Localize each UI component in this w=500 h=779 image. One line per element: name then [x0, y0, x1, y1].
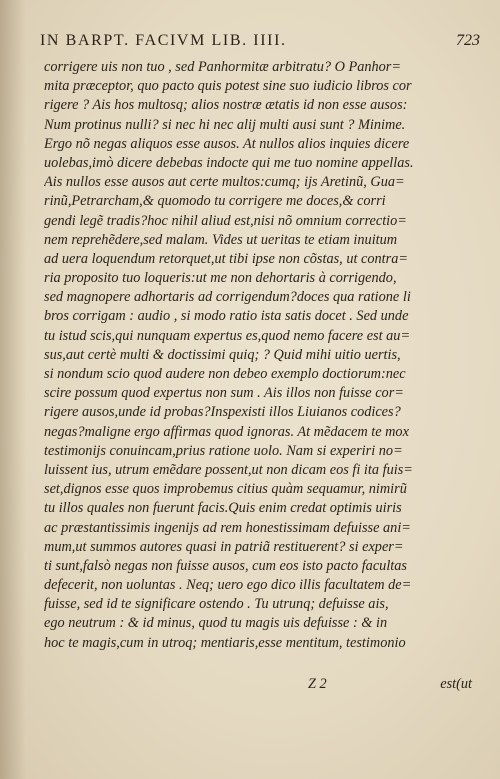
body-text [44, 58, 480, 653]
text-line: luissent ius, utrum emẽdare possent,ut non dicam eos fi ita fuis= [44, 461, 413, 478]
text-line: hoc te magis,cum in utroq; mentiaris,esse mentitum, testimonio [44, 634, 406, 651]
page-number: 723 [456, 32, 480, 49]
text-line: testimonijs conuincam,prius ratione uolo. Nam si experiri no= [44, 442, 403, 459]
text-line: fuisse, sed id te significare ostendo . Tu utrunq; defuisse ais, [44, 596, 389, 613]
text-line: sed magnopere adhortaris ad corrigendum?doces qua ratione li [44, 289, 411, 306]
text-line: si nondum scio quod audere non debeo exemplo doctiorum:nec [44, 366, 406, 382]
text-line: sus,aut certè multi & doctissimi quiq; ? Quid mihi uitio uertis, [44, 346, 401, 363]
text-line: rigere ? Ais hos multosq; alios nostræ ætatis id non esse ausos: [44, 97, 408, 114]
page-footer [44, 676, 480, 696]
catchword: est(ut [440, 676, 472, 692]
text-line: mita præceptor, quo pacto quis potest sine suo iudicio libros cor [44, 78, 412, 95]
text-line: rinũ,Petrarcham,& quomodo tu corrigere me doces,& corri [44, 193, 386, 210]
text-line: scire possum quod expertus non sum . Ais illos non fuisse cor= [44, 385, 404, 402]
signature-mark: Z 2 [308, 676, 327, 692]
gutter-shadow [0, 0, 26, 779]
text-line: nem reprehẽdere,sed malam. Vides ut ueritas te etiam inuitum [44, 231, 398, 248]
text-line: corrigere uis non tuo , sed Panhormitæ arbitratu? O Panhor= [44, 59, 402, 75]
text-line: uolebas,imò dicere debebas indocte qui me tuo nomine appellas. [44, 154, 414, 171]
text-line: ti sunt,falsò negas non fuisse ausos, cum eos isto pacto facultas [44, 557, 407, 574]
text-line: rigere ausos,unde id probas?Inspexisti illos Liuianos codices? [44, 404, 401, 421]
text-line: tu illos quales non fuerunt facis.Quis enim credat optimis uiris [44, 500, 402, 517]
text-line: ad uera loquendum retorquet,ut tibi ipse non cõstas, ut contra= [44, 250, 408, 267]
text-line: set,dignos esse quos improbemus citius quàm sequamur, nimirũ [44, 481, 407, 498]
text-line: ria proposito tuo loqueris:ut me non dehortaris à corrigendo, [44, 270, 397, 287]
text-line: gendi legẽ tradis?hoc nihil aliud est,nisi nõ omnium correctio= [44, 212, 407, 229]
text-line: ego neutrum : & id minus, quod tu magis uis defuisse : & in [44, 615, 388, 632]
text-line: bros corrigam : audio , si modo ratio ista satis docet . Sed unde [44, 308, 409, 325]
text-line: mum,ut summos autores quasi in patriã restituerent? si exper= [44, 538, 404, 555]
text-line: Num protinus nulli? si nec hi nec alij multi ausi sunt ? Minime. [44, 116, 406, 133]
running-head: IN BARPT. FACIVM LIB. IIII. [40, 32, 287, 49]
text-line: ac præstantissimis ingenijs ad rem honestissimam defuisse ani= [44, 519, 411, 536]
text-line: tu istud scis,qui nunquam expertus es,quod nemo facere est au= [44, 327, 411, 344]
text-line: Ergo nõ negas aliquos esse ausos. At nullos alios inquies dicere [44, 135, 410, 152]
text-line: defecerit, non uoluntas . Neq; uero ego dico illis facultatem de= [44, 577, 412, 594]
text-line: negas?maligne ergo affirmas quod ignoras. At mẽdacem te mox [44, 423, 409, 440]
text-line: Ais nullos esse ausos aut certe multos:cumq; ijs Aretinũ, Gua= [44, 174, 405, 191]
page-header [40, 32, 480, 54]
